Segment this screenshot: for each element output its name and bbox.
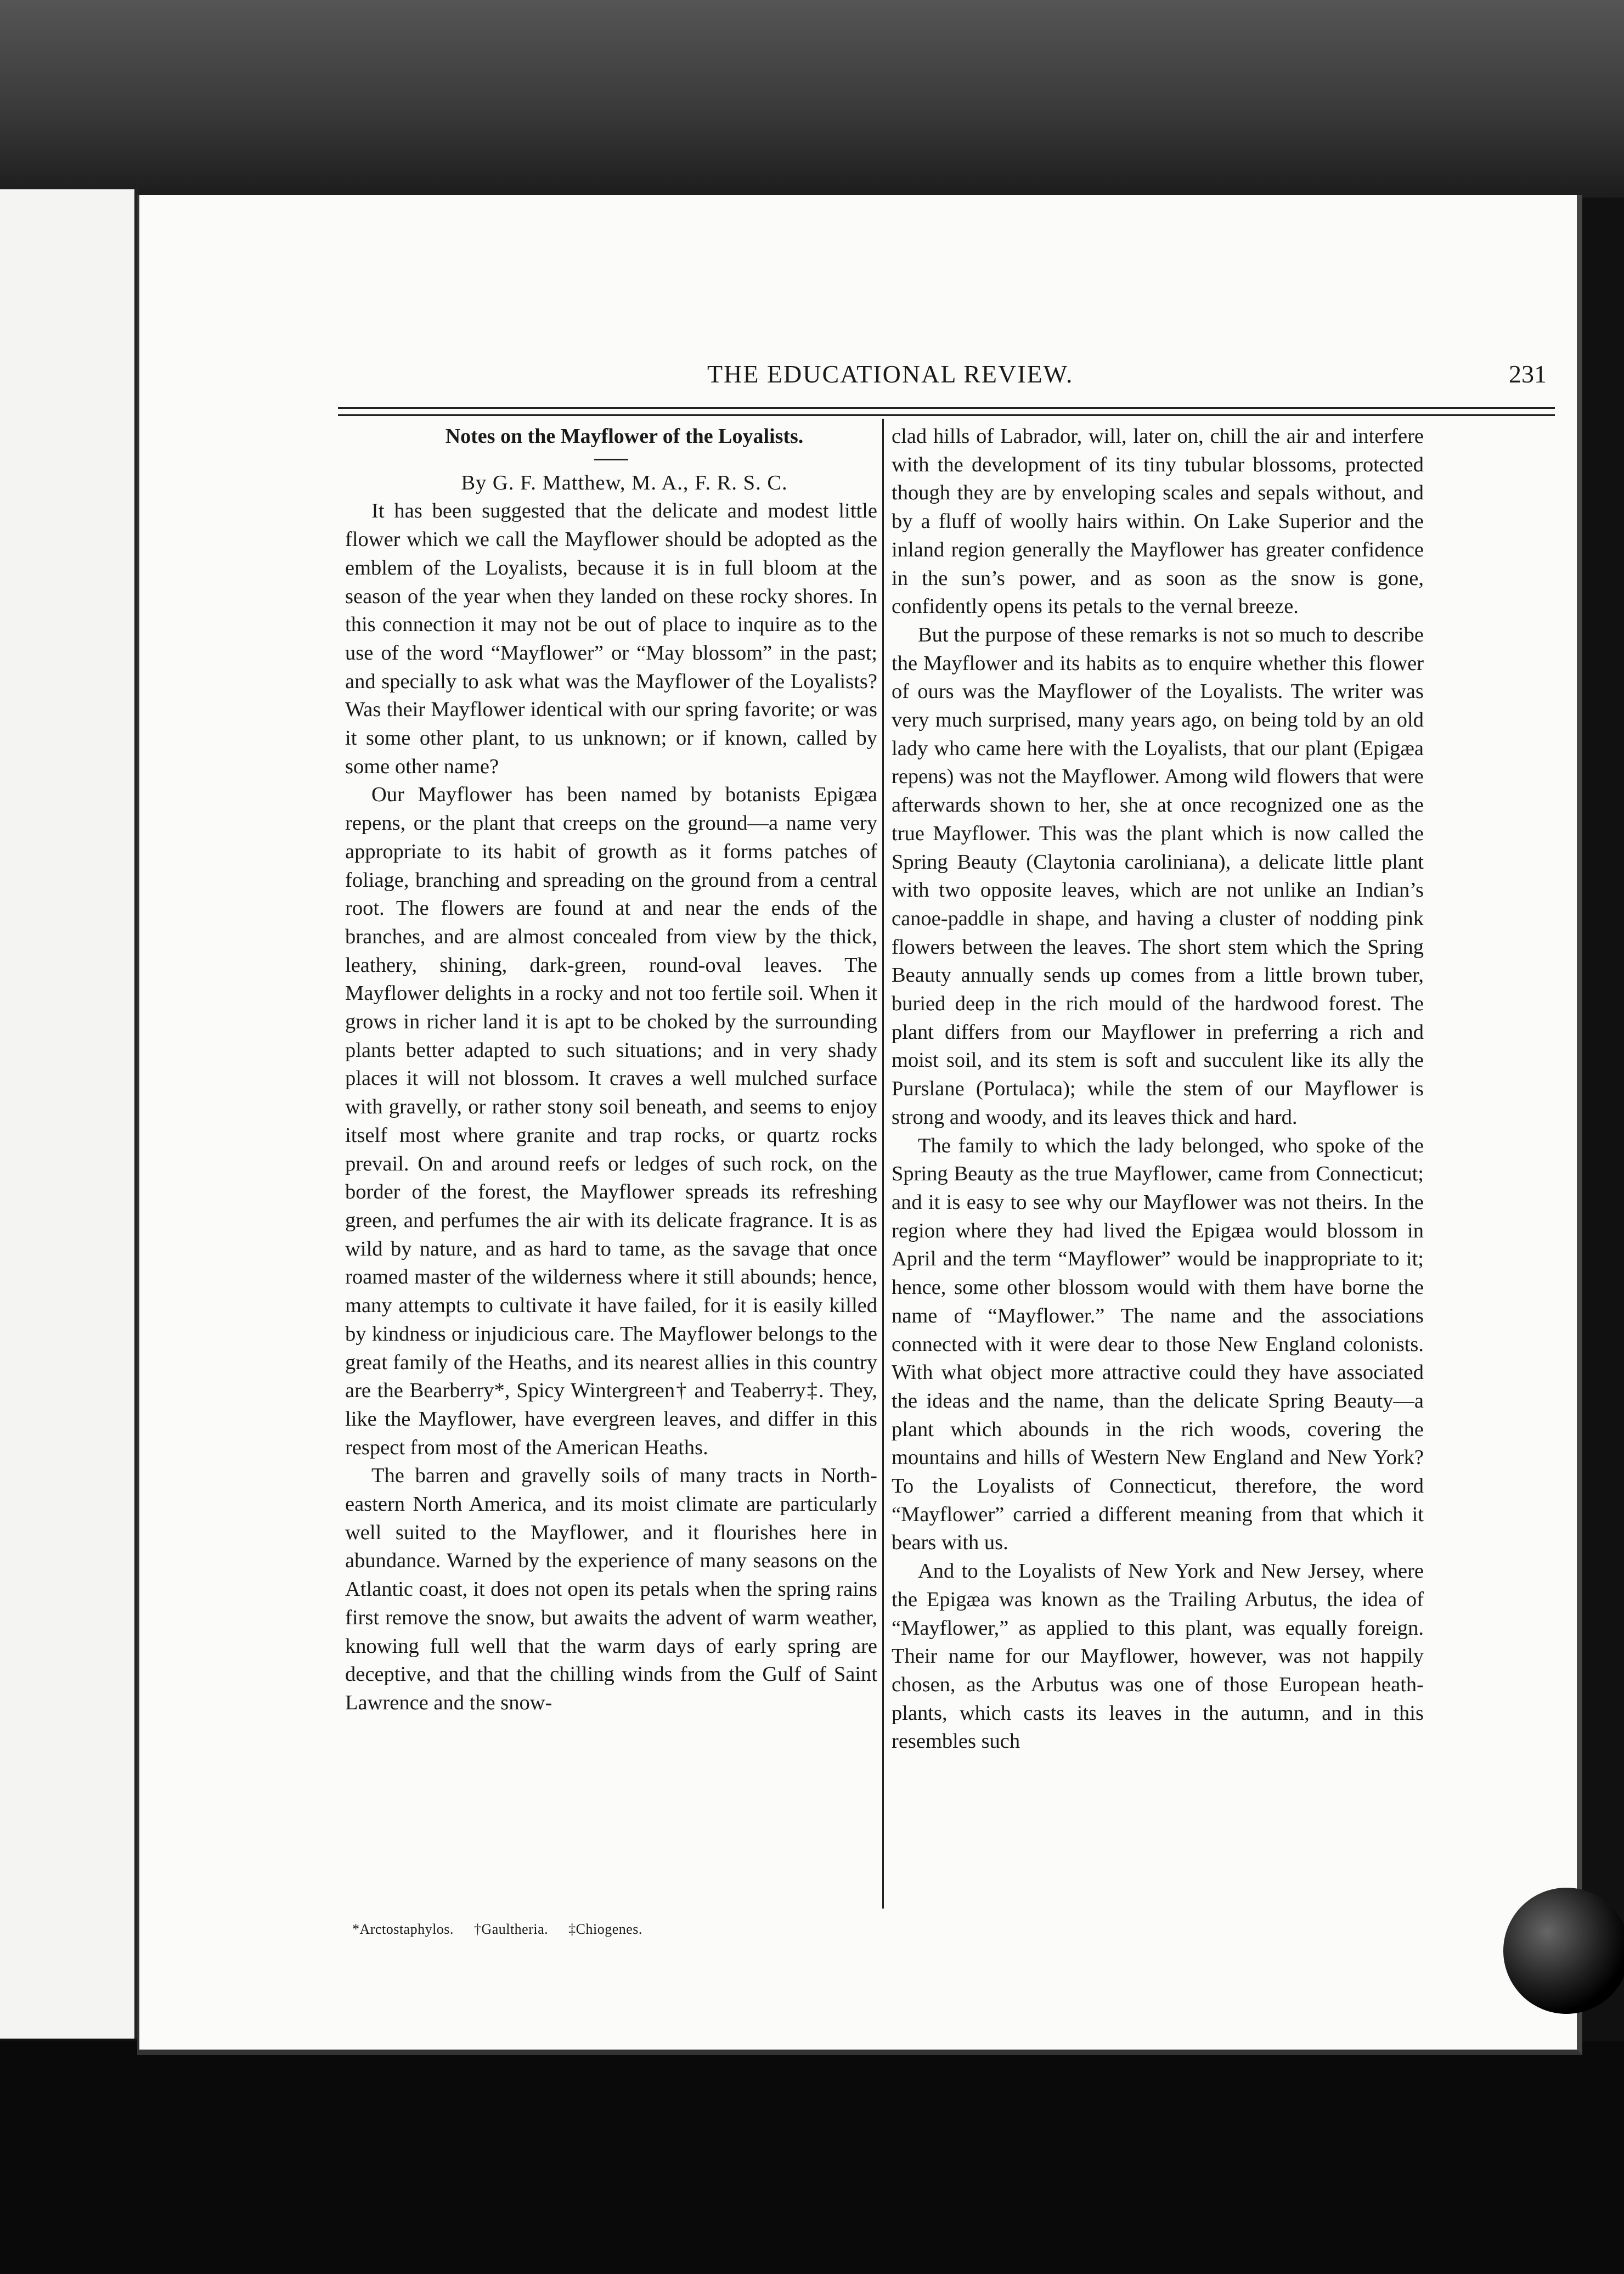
paragraph: Our Mayflower has been named by botanists Epigæa repens, or the plant that creeps on the ground—a name very appropriate to its habit of growth as it forms patches of foliage, branching and spreading on the ground from a central root. The flowers are found at and near the ends of the branches, and are almost concealed from view by the thick, leathery, shining, dark-green, round-oval leaves. The Mayflower delights in a rocky and not too fertile soil. When it grows in richer land it is apt to be choked by the surrounding plants better adapted to such situations; and in very shady places it will not blossom. It craves a well mulched surface with gravelly, or rather stony soil beneath, and seems to enjoy itself most where granite and trap rocks, or quartz rocks prevail. On and around reefs or ledges of such rock, on the border of the forest, the Mayflower spreads its refreshing green, and perfumes the air with its delicate fragrance. It is as wild by nature, and as hard to tame, as the savage that once roamed master of the wilderness where it still abounds; hence, many attempts to cultivate it have failed, for it is easily killed by kindness or injudicious care. The Mayflower belongs to the great family of the Heaths, and its nearest allies in this country are the Bearberry*, Spicy Wintergreen† and Teaberry‡. They, like the Mayflower, have evergreen leaves, and differ in this respect from most of the American Heaths. [345, 783, 877, 1459]
right-column [892, 423, 1424, 1756]
article-title: Notes on the Mayflower of the Loyalists. [445, 425, 804, 448]
paragraph: It has been suggested that the delicate and modest little flower which we call the Mayflower should be adopted as the emblem of the Loyalists, because it is in full bloom at the season of the year when they landed on these rocky shores. In this connection it may not be out of place to inquire as to the use of the word “Mayflower” or “May blossom” in the past; and specially to ask what was the Mayflower of the Loyalists? Was their Mayflower identical with our spring favorite; or was it some other plant, to us unknown; or if known, called by some other name? [345, 499, 877, 778]
binder-clip [1503, 1888, 1624, 2014]
journal-page [137, 195, 1582, 2055]
header-rule-double [338, 414, 1555, 416]
footnote: ‡Chiogenes. [568, 1921, 642, 1937]
footnotes [352, 1921, 659, 1938]
paragraph: But the purpose of these remarks is not so much to describe the Mayflower and its habits as to enquire whether this flower of ours was the Mayflower of the Loyalists. The writer was very much surprised, many years ago, on being told by an old lady who came here with the Loyalists, that our plant (Epigæa repens) was not the Mayflower. Among wild flowers that were afterwards shown to her, she at once recognized one as the true Mayflower. This was the plant which is now called the Spring Beauty (Claytonia caroliniana), a delicate little plant with two opposite leaves, which are not unlike an Indian’s canoe-paddle in shape, and having a cluster of nodding pink flowers between the leaves. The short stem which the Spring Beauty annually sends up comes from a little brown tuber, buried deep in the rich mould of the hardwood forest. The plant differs from our Mayflower in preferring a rich and moist soil, and its stem is soft and succulent like its ally the Purslane (Portulaca); while the stem of our Mayflower is strong and woody, and its leaves thick and hard. [892, 623, 1424, 1129]
running-header [323, 359, 1547, 392]
paragraph: The family to which the lady belonged, who spoke of the Spring Beauty as the true Mayflower, came from Connecticut; and it is easy to see why our Mayflower was not theirs. In the region where they had lived the Epigæa would blossom in April and the term “Mayflower” would be inappropriate to it; hence, some other blossom would with them have borne the name of “Mayflower.” The name and the associations connected with it were dear to those New England colonists. With what object more attractive could they have associated the ideas and the name, than the delicate Spring Beauty—a plant which abounds in the rich woods, covering the mountains and hills of Western New England and New York? To the Loyalists of Connecticut, therefore, the word “Mayflower” carried a different meaning from that which it bears with us. [892, 1134, 1424, 1555]
scan-top-shadow [0, 0, 1624, 198]
facing-page-edge [0, 189, 138, 2039]
footnote: †Gaultheria. [473, 1921, 549, 1937]
scan-bottom-shadow [0, 2041, 1624, 2274]
footnote: *Arctostaphylos. [352, 1921, 454, 1937]
byline: By G. F. Matthew, M. A., F. R. S. C. [461, 471, 788, 494]
paragraph: clad hills of Labrador, will, later on, chill the air and interfere with the development of its tiny tubular blossoms, protected though they are by enveloping scales and sepals without, and by a fluff of woolly hairs within. On Lake Superior and the inland region generally the Mayflower has greater confidence in the sun’s power, and as soon as the snow is gone, confidently opens its petals to the vernal breeze. [892, 425, 1424, 618]
page-number: 231 [1509, 360, 1547, 388]
paragraph: The barren and gravelly soils of many tracts in North-eastern North America, and its moist climate are particularly well suited to the Mayflower, and it flourishes here in abundance. Warned by the experience of many seasons on the Atlantic coast, it does not open its petals when the spring rains first remove the snow, but awaits the advent of warm weather, knowing full well that the warm days of early spring are deceptive, and that the chilling winds from the Gulf of Saint Lawrence and the snow- [345, 1464, 877, 1714]
header-rule [338, 407, 1555, 409]
paragraph: And to the Loyalists of New York and New Jersey, where the Epigæa was known as the Trailing Arbutus, the idea of “Mayflower,” as applied to this plant, was equally foreign. Their name for our Mayflower, however, was not happily chosen, as the Arbutus was one of those European heath-plants, which casts its leaves in the autumn, and in this resembles such [892, 1560, 1424, 1753]
left-column [345, 423, 877, 1718]
title-rule [594, 459, 628, 460]
column-divider [882, 419, 884, 1909]
journal-title: THE EDUCATIONAL REVIEW. [707, 360, 1074, 388]
